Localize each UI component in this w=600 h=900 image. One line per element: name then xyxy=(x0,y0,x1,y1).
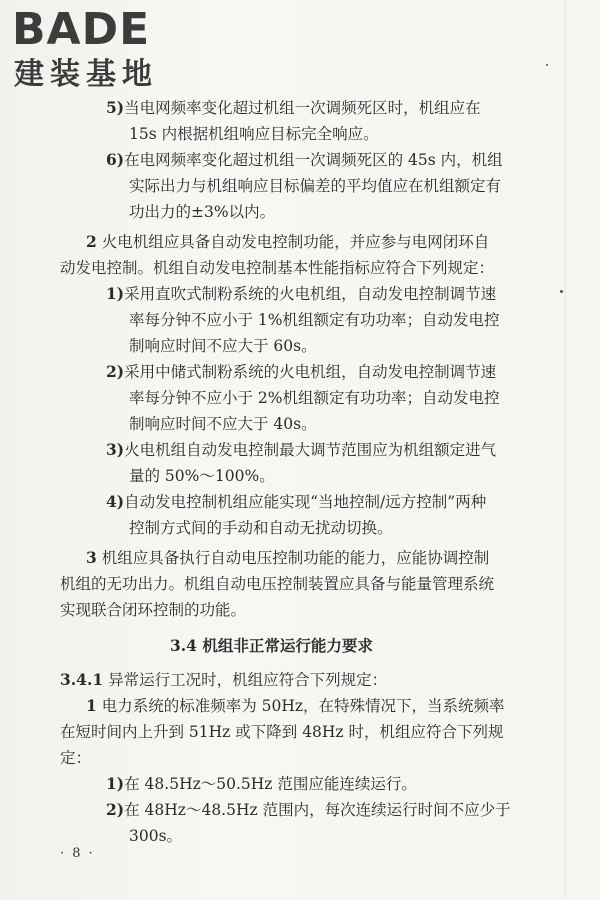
text-line: 制响应时间不应大于 40s。 xyxy=(129,415,317,433)
text-line: 功出力的±3%以内。 xyxy=(129,203,276,221)
text-line: 2)在 48Hz～48.5Hz 范围内，每次连续运行时间不应少于 xyxy=(106,800,511,819)
text-line: 实际出力与机组响应目标偏差的平均值应在机组额定有 xyxy=(129,177,502,195)
logo xyxy=(12,4,177,94)
scan-speck xyxy=(546,64,548,66)
logo-subtitle: 建装基地 xyxy=(14,57,158,92)
text-line: 1)在 48.5Hz～50.5Hz 范围应能连续运行。 xyxy=(106,774,417,793)
text-line: 1)采用直吹式制粉系统的火电机组，自动发电控制调节速 xyxy=(106,284,497,303)
text-line: 定： xyxy=(60,749,92,767)
text-line: 1 电力系统的标准频率为 50Hz，在特殊情况下，当系统频率 xyxy=(86,696,505,715)
text-line: 量的 50%～100%。 xyxy=(129,467,275,485)
text-line: 率每分钟不应小于 1%机组额定有功功率；自动发电控 xyxy=(129,311,500,329)
text-line: 5)当电网频率变化超过机组一次调频死区时，机组应在 xyxy=(106,98,481,117)
text-line: 15s 内根据机组响应目标完全响应。 xyxy=(129,125,379,143)
logo-brand: BADE xyxy=(12,4,151,55)
text-line: 2)采用中储式制粉系统的火电机组，自动发电控制调节速 xyxy=(106,362,497,381)
text-line: 动发电控制。机组自动发电控制基本性能指标应符合下列规定： xyxy=(60,259,495,277)
text-line: 3 机组应具备执行自动电压控制功能的能力，应能协调控制 xyxy=(86,548,490,567)
text-line: 控制方式间的手动和自动无扰动切换。 xyxy=(129,519,393,537)
text-line: 机组的无功出力。机组自动电压控制装置应具备与能量管理系统 xyxy=(60,575,495,593)
page-number: · 8 · xyxy=(60,846,95,861)
text-line: 300s。 xyxy=(129,827,183,845)
text-line: 2 火电机组应具备自动发电控制功能，并应参与电网闭环自 xyxy=(86,232,490,251)
text-line: 4)自动发电控制机组应能实现“当地控制/远方控制”两种 xyxy=(106,492,487,511)
text-line: 3.4.1 异常运行工况时，机组应符合下列规定： xyxy=(60,670,388,689)
text-line: 率每分钟不应小于 2%机组额定有功功率；自动发电控 xyxy=(129,389,500,407)
scan-speck xyxy=(560,290,563,293)
section-heading: 3.4 机组非正常运行能力要求 xyxy=(170,636,373,655)
text-line: 3)火电机组自动发电控制最大调节范围应为机组额定进气 xyxy=(106,440,497,459)
text-line: 实现联合闭环控制的功能。 xyxy=(60,601,247,619)
text-line: 6)在电网频率变化超过机组一次调频死区的 45s 内，机组 xyxy=(106,150,503,169)
page-fold-shadow xyxy=(565,0,566,900)
text-line: 制响应时间不应大于 60s。 xyxy=(129,337,317,355)
text-line: 在短时间内上升到 51Hz 或下降到 48Hz 时，机组应符合下列规 xyxy=(60,723,504,741)
